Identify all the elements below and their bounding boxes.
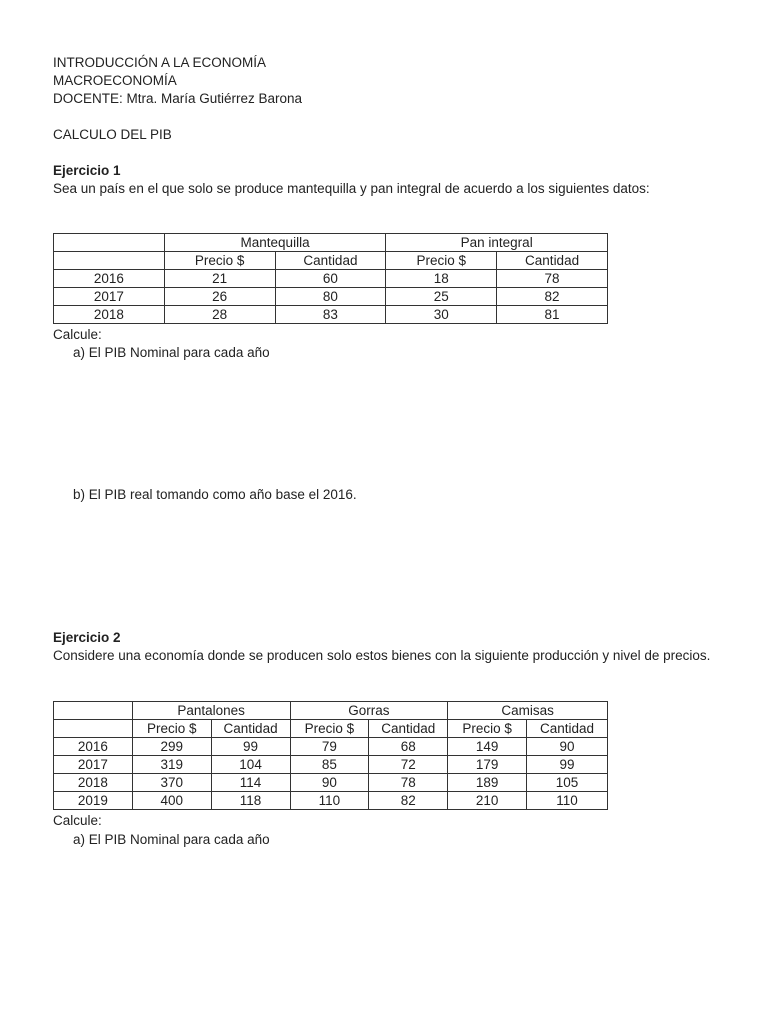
table-cell: 90: [527, 738, 608, 756]
table-cell: 189: [448, 774, 527, 792]
year-cell: 2018: [54, 306, 165, 324]
year-cell: 2016: [54, 270, 165, 288]
course-title: INTRODUCCIÓN A LA ECONOMÍA: [53, 55, 267, 70]
table-corner-cell: [54, 702, 133, 720]
exercise1-heading: Ejercicio 1: [53, 163, 121, 178]
table-row: [54, 288, 608, 306]
year-cell: 2016: [54, 738, 133, 756]
qty-header: Cantidad: [369, 720, 448, 738]
table-cell: 114: [211, 774, 290, 792]
table-cell: 18: [386, 270, 497, 288]
exercise2-table: [53, 701, 608, 810]
table-cell: 179: [448, 756, 527, 774]
table-cell: 81: [497, 306, 608, 324]
table-corner-cell: [54, 252, 165, 270]
table-cell: 83: [275, 306, 386, 324]
table-row: [54, 270, 608, 288]
table-cell: 82: [369, 792, 448, 810]
table-row: [54, 756, 608, 774]
subject-title: MACROECONOMÍA: [53, 73, 177, 88]
table-cell: 104: [211, 756, 290, 774]
table-cell: 21: [164, 270, 275, 288]
exercise1-calc-label: Calcule:: [53, 327, 102, 342]
exercise1-table: [53, 233, 608, 324]
table-cell: 90: [290, 774, 369, 792]
exercise1-intro: Sea un país en el que solo se produce mantequilla y pan integral de acuerdo a los siguientes datos:: [53, 181, 650, 196]
good-header: Mantequilla: [164, 234, 386, 252]
table-cell: 99: [211, 738, 290, 756]
year-cell: 2017: [54, 288, 165, 306]
table-row: [54, 792, 608, 810]
price-header: Precio $: [290, 720, 369, 738]
table-cell: 110: [527, 792, 608, 810]
table-cell: 80: [275, 288, 386, 306]
table-cell: 79: [290, 738, 369, 756]
year-cell: 2019: [54, 792, 133, 810]
table-subheader-row: [54, 720, 608, 738]
table-cell: 319: [132, 756, 211, 774]
good-header: Pantalones: [132, 702, 290, 720]
table-cell: 78: [497, 270, 608, 288]
exercise1-question-a: a) El PIB Nominal para cada año: [73, 345, 270, 360]
table-corner-cell: [54, 720, 133, 738]
table-cell: 400: [132, 792, 211, 810]
good-header: Camisas: [448, 702, 608, 720]
table-cell: 72: [369, 756, 448, 774]
table-cell: 149: [448, 738, 527, 756]
qty-header: Cantidad: [275, 252, 386, 270]
exercise1-question-b: b) El PIB real tomando como año base el 2016.: [73, 487, 357, 502]
table-subheader-row: [54, 252, 608, 270]
table-cell: 82: [497, 288, 608, 306]
price-header: Precio $: [132, 720, 211, 738]
teacher-name: DOCENTE: Mtra. María Gutiérrez Barona: [53, 91, 303, 106]
qty-header: Cantidad: [211, 720, 290, 738]
table-cell: 299: [132, 738, 211, 756]
year-cell: 2017: [54, 756, 133, 774]
qty-header: Cantidad: [497, 252, 608, 270]
price-header: Precio $: [386, 252, 497, 270]
table-corner-cell: [54, 234, 165, 252]
table-cell: 118: [211, 792, 290, 810]
table-cell: 78: [369, 774, 448, 792]
price-header: Precio $: [164, 252, 275, 270]
table-cell: 68: [369, 738, 448, 756]
table-cell: 370: [132, 774, 211, 792]
table-cell: 30: [386, 306, 497, 324]
good-header: Gorras: [290, 702, 448, 720]
exercise2-question-a: a) El PIB Nominal para cada año: [73, 832, 270, 847]
table-cell: 60: [275, 270, 386, 288]
table-cell: 26: [164, 288, 275, 306]
table-cell: 105: [527, 774, 608, 792]
table-cell: 28: [164, 306, 275, 324]
page-title: CALCULO DEL PIB: [53, 127, 172, 142]
table-cell: 85: [290, 756, 369, 774]
table-cell: 210: [448, 792, 527, 810]
table-cell: 99: [527, 756, 608, 774]
year-cell: 2018: [54, 774, 133, 792]
table-header-row: [54, 702, 608, 720]
qty-header: Cantidad: [527, 720, 608, 738]
table-header-row: [54, 234, 608, 252]
exercise2-heading: Ejercicio 2: [53, 630, 121, 645]
exercise2-calc-label: Calcule:: [53, 813, 102, 828]
table-cell: 110: [290, 792, 369, 810]
table-row: [54, 774, 608, 792]
table-row: [54, 306, 608, 324]
price-header: Precio $: [448, 720, 527, 738]
table-row: [54, 738, 608, 756]
good-header: Pan integral: [386, 234, 608, 252]
exercise2-intro: Considere una economía donde se producen solo estos bienes con la siguiente producción y nivel de precios.: [53, 648, 711, 663]
table-cell: 25: [386, 288, 497, 306]
